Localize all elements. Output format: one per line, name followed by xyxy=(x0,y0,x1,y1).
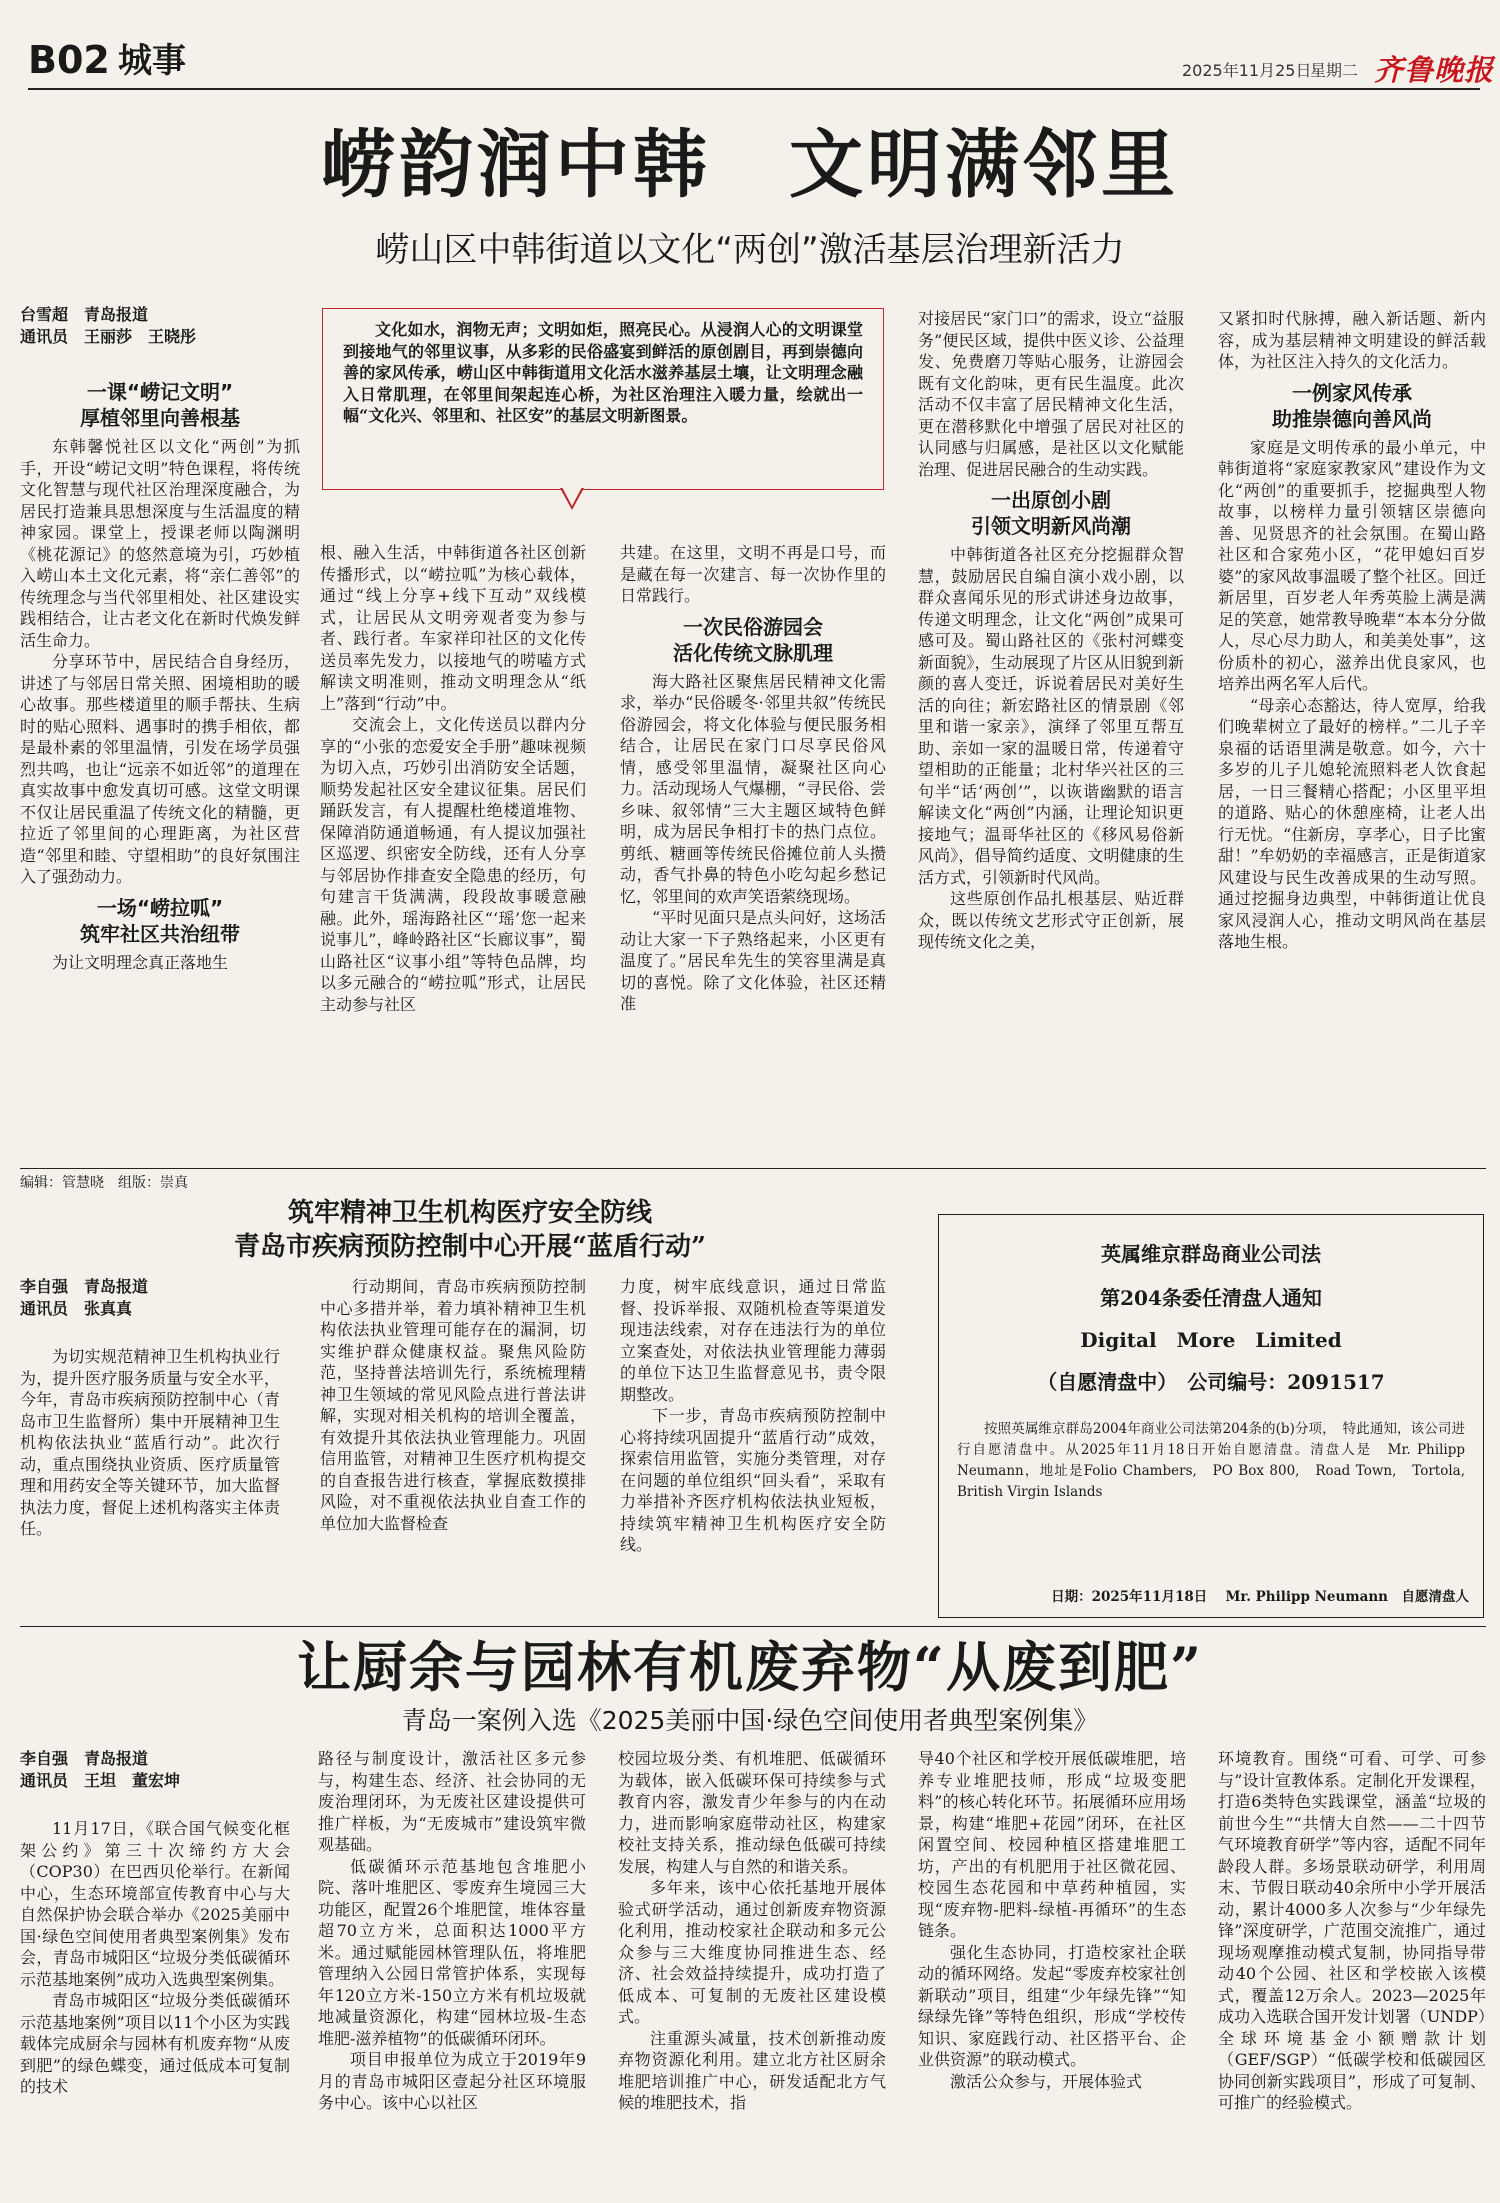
subheading: 一次民俗游园会 活化传统文脉肌理 xyxy=(673,614,833,665)
paragraph: 项目申报单位为成立于2019年9月的青岛市城阳区壹起分社区环境服务中心。该中心以社区 xyxy=(318,2050,586,2112)
paragraph: 下一步，青岛市疾病预防控制中心将持续巩固提升“蓝盾行动”成效，探索信用监管，实施分类管理，对存在问题的单位组织“回头看”，采取有力举措补齐医疗机构依法执业短板，持续筑牢精神卫生机构医疗安全防线。 xyxy=(620,1406,886,1554)
article3-col4 xyxy=(918,1748,1186,2198)
paragraph: 这些原创作品扎根基层、贴近群众，既以传统文艺形式守正创新，展现传统文化之美， xyxy=(918,889,1184,951)
paragraph: 青岛市城阳区“垃圾分类低碳循环示范基地案例”项目以11个小区为实践载体完成厨余与园林有机废弃物“从废到肥”的绿色蝶变，通过低成本可复制的技术 xyxy=(20,1991,290,2096)
paragraph: 校园垃圾分类、有机堆肥、低碳循环为载体，嵌入低碳环保可持续参与式教育内容，激发青少年参与的内在动力，进而影响家庭带动社区，构建家校社支持关系，推动绿色低碳可持续发展，构建人与自然的和谐关系。 xyxy=(618,1749,886,1876)
article3-col2 xyxy=(318,1748,586,2198)
byline-correspondent: 通讯员 王丽莎 王晓彤 xyxy=(20,327,197,346)
paragraph: 低碳循环示范基地包含堆肥小院、落叶堆肥区、零废弃生境园三大功能区，配置26个堆肥筐，堆体容量超70立方米，总面积达1000平方米。通过赋能园林管理队伍，将堆肥管理纳入公园日常管护体系，实现每年120立方米-150立方米有机垃圾就地减量资源化，构建“园林垃圾-生态堆肥-滋养植物”的低碳循环闭环。 xyxy=(318,1856,586,2048)
article2-col3 xyxy=(620,1276,886,1616)
article1-col1 xyxy=(20,372,300,1158)
paragraph: 家庭是文明传承的最小单元，中韩街道将“家庭家教家风”建设作为文化“两创”的重要抓手，挖掘典型人物故事，以榜样力量引领辖区崇德向善、见贤思齐的社会氛围。在蜀山路社区和合家苑小区，“花甲媳妇百岁婆”的家风故事温暖了整个社区。回迁新居里，百岁老人年秀英脸上满是满足的笑意，她常教导晚辈“本本分分做人，尽心尽力助人，和美美处事”，这份质朴的初心，滋养出优良家风，也培养出两名军人后代。 xyxy=(1218,437,1486,693)
issue-weekday: 星期二 xyxy=(1310,61,1359,80)
notice-title-1: 英属维京群岛商业公司法 xyxy=(1101,1242,1321,1266)
paragraph: 导40个社区和学校开展低碳堆肥，培养专业堆肥技师，形成“垃圾变肥料”的核心转化环节。拓展循环应用场景，构建“堆肥+花园”闭环，在社区闲置空间、校园种植区搭建堆肥工坊，产出的有机肥用于社区微花园、校园生态花园和中草药种植园，实现“废弃物-肥料-绿植-再循环”的生态链条。 xyxy=(918,1749,1186,1940)
byline-reporter: 台雪超 青岛报道 xyxy=(20,305,149,324)
paragraph: 注重源头减量，技术创新推动废弃物资源化利用。建立北方社区厨余堆肥培训推广中心，研发适配北方气候的堆肥技术，指 xyxy=(618,2028,886,2112)
article1-col3 xyxy=(620,542,886,1158)
article1-col2 xyxy=(320,542,586,1158)
article3-col3 xyxy=(618,1748,886,2198)
article1-col5 xyxy=(1218,308,1486,1158)
article3-subtitle: 青岛一案例入选《2025美丽中国·绿色空间使用者典型案例集》 xyxy=(401,1706,1099,1735)
article3-title: 让厨余与园林有机废弃物“从废到肥” xyxy=(296,1635,1204,1699)
paragraph: 为切实规范精神卫生机构执业行为，提升医疗服务质量与安全水平，今年，青岛市疾病预防控制中心（青岛市卫生监督所）集中开展精神卫生机构依法执业“蓝盾行动”。此次行动，重点围绕执业资质、医疗质量管理和用药安全等关键环节，加大监督执法力度，督促上述机构落实主体责任。 xyxy=(20,1347,280,1538)
paragraph: “母亲心态豁达，待人宽厚，给我们晚辈树立了最好的榜样。”二儿子辛泉福的话语里满是敬意。如今，六十多岁的儿子儿媳轮流照料老人饮食起居，一日三餐精心搭配；小区里平坦的道路、贴心的休憩座椅，让老人出行无忧。“住新房，享孝心，日子比蜜甜！”牟奶奶的幸福感言，正是街道家风建设与民生改善成果的生动写照。通过挖掘身边典型，中韩街道让优良家风浸润人心，推动文明风尚在基层落地生根。 xyxy=(1218,695,1486,951)
byline-reporter: 李自强 青岛报道 xyxy=(20,1749,149,1768)
article1-title: 崂韵润中韩 文明满邻里 xyxy=(321,122,1179,208)
article2-col1 xyxy=(20,1346,280,1616)
paragraph: 根、融入生活，中韩街道各社区创新传播形式，以“崂拉呱”为核心载体，通过“线上分享+线下互动”双线模式，让居民从文明旁观者变为参与者、践行者。车家祥印社区的文化传送员率先发力，以接地气的唠嗑方式解读文明准则，推动文明理念从“纸上”落到“行动”中。 xyxy=(320,543,586,713)
notice-company: Digital More Limited xyxy=(1080,1328,1342,1352)
paragraph: 路径与制度设计，激活社区多元参与，构建生态、经济、社会协同的无废治理闭环，为无废社区建设提供可推广样板，为“无废城市”建设筑牢微观基础。 xyxy=(318,1749,586,1854)
subheading: 一出原创小剧 引领文明新风尚潮 xyxy=(971,488,1131,538)
paragraph: 交流会上，文化传送员以群内分享的“小张的恋爱安全手册”趣味视频为切入点，巧妙引出消防安全话题，顺势发起社区安全建议征集。居民们踊跃发言，有人提醒杜绝楼道堆物、保障消防通道畅通，有人提议加强社区巡逻、织密安全防线，还有人分享与邻居协作排查安全隐患的经历，句句建言干货满满，段段故事暖意融融。此外，瑶海路社区“‘瑶’您一起来说事儿”，峰岭路社区“长廊议事”，蜀山路社区“议事小组”等特色品牌，均以多元融合的“崂拉呱”形式，让居民主动参与社区 xyxy=(320,715,586,1014)
paragraph: 为让文明理念真正落地生 xyxy=(52,952,229,972)
paragraph: “平时见面只是点头问好，这场活动让大家一下子熟络起来，小区更有温度了。”居民牟先生的笑容里满是真切的喜悦。除了文化体验，社区还精准 xyxy=(620,908,886,1013)
subheading: 一场“崂拉呱” 筑牢社区共治纽带 xyxy=(80,895,240,946)
header-rule xyxy=(28,88,1480,90)
byline-correspondent: 通讯员 张真真 xyxy=(20,1299,133,1318)
article3-byline xyxy=(20,1748,280,1792)
paragraph: 分享环节中，居民结合自身经历，讲述了与邻居日常关照、困境相助的暖心故事。那些楼道里的顺手帮扶、生病时的贴心照料、遇事时的携手相依，都是最朴素的邻里温情，引发在场学员强烈共鸣，也让“远亲不如近邻”的道理在真实故事中愈发真切可感。这堂文明课不仅让居民重温了传统文化的精髓，更拉近了邻里间的心理距离，为社区营造“邻里和睦、守望相助”的良好氛围注入了强劲动力。 xyxy=(20,652,300,886)
section-name: 城事 xyxy=(118,41,186,81)
article2-title: 筑牢精神卫生机构医疗安全防线 xyxy=(287,1198,652,1228)
paragraph: 共建。在这里，文明不再是口号，而是藏在每一次建言、每一次协作里的日常践行。 xyxy=(620,543,886,605)
article2-byline xyxy=(20,1276,240,1320)
paragraph: 11月17日，《联合国气候变化框架公约》第三十次缔约方大会（COP30）在巴西贝伦举行。在新闻中心，生态环境部宣传教育中心与大自然保护协会联合举办《2025美丽中国·绿色空间使用者典型案例集》发布会，青岛市城阳区“垃圾分类低碳循环示范基地案例”成功入选典型案例集。 xyxy=(20,1819,290,1989)
newspaper-logo: 齐鲁晚报 xyxy=(1374,53,1495,87)
byline-correspondent: 通讯员 王坦 董宏坤 xyxy=(20,1771,181,1790)
article2-subtitle: 青岛市疾病预防控制中心开展“蓝盾行动” xyxy=(234,1232,706,1262)
paragraph: 激活公众参与，开展体验式 xyxy=(950,2071,1143,2091)
paragraph: 中韩街道各社区充分挖掘群众智慧，鼓励居民自编自演小戏小剧，以群众喜闻乐见的形式讲述身边故事，传递文明理念，让文化“两创”成果可感可及。蜀山路社区的《张村河蝶变新面貌》，生动展现了片区从旧貌到新颜的喜人变迁，诉说着居民对美好生活的向往；新宏路社区的情景剧《邻里和谐一家亲》，演绎了邻里互帮互助、亲如一家的温暖日常，传递着守望相助的正能量；北村华兴社区的三句半“话‘两创’”，以诙谐幽默的语言解读文化“两创”内涵，让理论知识更接地气；温哥华社区的《移风易俗新风尚》，倡导简约适度、文明健康的生活方式，引领新时代风尚。 xyxy=(918,545,1184,887)
byline-reporter: 李自强 青岛报道 xyxy=(20,1277,149,1296)
notice-body: 按照英属维京群岛2004年商业公司法第204条的(b)分项， 特此通知，该公司进行自愿清盘中。从2025年11月18日开始自愿清盘。清盘人是 Mr. Philipp Neumann，地址是Folio Chambers, PO Box 800, Road Town, Tortola, British Virgin Islands xyxy=(957,1421,1479,1500)
paragraph: 海大路社区聚焦居民精神文化需求，举办“民俗暖冬·邻里共叙”传统民俗游园会，将文化体验与便民服务相结合，让居民在家门口尽享民俗风情，感受邻里温情，凝聚社区向心力。活动现场人气爆棚，“寻民俗、尝乡味、叙邻情”三大主题区域特色鲜明，成为居民争相打卡的热门点位。剪纸、糖画等传统民俗摊位前人头攒动，香气扑鼻的特色小吃勾起乡愁记忆，邻里间的欢声笑语萦绕现场。 xyxy=(620,671,886,906)
article2-col2 xyxy=(320,1276,586,1616)
article1-byline xyxy=(20,304,320,348)
paragraph: 环境教育。围绕“可看、可学、可参与”设计宣教体系。定制化开发课程，打造6类特色实践课堂，涵盖“垃圾的前世今生”“共情大自然——二十四节气环境教育研学”等内容，适配不同年龄段人群。多场景联动研学，利用周末、节假日联动40余所中小学开展活动，累计4000多人次参与“少年绿先锋”深度研学，广范围交流推广，通过现场观摩推动模式复制，协同指导带动40个公园、社区和学校嵌入该模式，覆盖12万余人。2023—2025年成功入选联合国开发计划署（UNDP）全球环境基金小额赠款计划（GEF/SGP）“低碳学校和低碳园区协同创新实践项目”，形成了可复制、可推广的经验模式。 xyxy=(1218,1749,1486,2112)
paragraph: 又紧扣时代脉搏，融入新话题、新内容，成为基层精神文明建设的鲜活载体，为社区注入持久的文化活力。 xyxy=(1218,309,1486,371)
paragraph: 东韩馨悦社区以文化“两创”为抓手，开设“崂记文明”特色课程，将传统文化智慧与现代社区治理深度融合，为居民打造兼具思想深度与生活温度的精神家园。课堂上，授课老师以陶渊明《桃花源记》的悠然意境为引，巧妙植入崂山本土文化元素，将“亲仁善邻”的传统理念与当代邻里相处、社区建设实践相结合，让古老文化在新时代焕发鲜活生命力。 xyxy=(20,437,300,650)
paragraph: 对接居民“家门口”的需求，设立“益服务”便民区域，提供中医义诊、公益理发、免费磨刀等贴心服务，让游园会既有文化韵味，更有民生温度。此次活动不仅丰富了居民精神文化生活，更在潜移默化中增强了居民对社区的认同感与归属感，是社区以文化赋能治理、促进居民融合的生动实践。 xyxy=(918,309,1184,479)
article3-col1 xyxy=(20,1818,290,2198)
article1-bottom-rule xyxy=(20,1168,1486,1169)
notice-footer: 日期：2025年11月18日 Mr. Philipp Neumann 自愿清盘人 xyxy=(1051,1589,1469,1605)
article1-lead-box xyxy=(322,308,884,490)
legal-notice xyxy=(938,1214,1484,1618)
lead-box-pointer-inner xyxy=(562,487,582,506)
paragraph: 多年来，该中心依托基地开展体验式研学活动，通过创新废弃物资源化利用，推动校家社企联动和多元公众参与三大维度协同推进生态、经济、社会效益持续提升，成功打造了低成本、可复制的无废社区建设模式。 xyxy=(618,1878,886,2026)
article1-lead: 文化如水，润物无声；文明如炬，照亮民心。从浸润人心的文明课堂到接地气的邻里议事，从多彩的民俗盛宴到鲜活的原创剧目，再到崇德向善的家风传承，崂山区中韩街道用文化活水滋养基层土壤，让文明理念融入日常肌理，在邻里间架起连心桥，为社区治理注入暖力量，绘就出一幅“文化兴、邻里和、社区安”的基层文明新图景。 xyxy=(343,320,863,425)
article2-bottom-rule xyxy=(20,1626,1486,1627)
article1-col4 xyxy=(918,308,1184,1158)
notice-company-no: （自愿清盘中） 公司编号：2091517 xyxy=(1037,1370,1385,1394)
article1-subtitle: 崂山区中韩街道以文化“两创”激活基层治理新活力 xyxy=(375,230,1125,270)
page-number: B02 xyxy=(28,38,110,82)
subheading: 一课“崂记文明” 厚植邻里向善根基 xyxy=(80,380,240,430)
paragraph: 行动期间，青岛市疾病预防控制中心多措并举，着力填补精神卫生机构依法执业管理可能存在的漏洞，切实维护群众健康权益。聚焦风险防范，坚持普法培训先行，系统梳理精神卫生领域的常见风险点进行普法讲解，实现对相关机构的培训全覆盖，有效提升其依法执业管理能力。巩固信用监管，对精神卫生医疗机构提交的自查报告进行核查，掌握底数摸排风险，对不重视依法执业自查工作的单位加大监督检查 xyxy=(320,1277,586,1533)
editor-credit: 编辑：管慧晓 组版：崇真 xyxy=(20,1175,188,1191)
issue-date: 2025年11月25日 xyxy=(1182,61,1312,80)
subheading: 一例家风传承 助推崇德向善风尚 xyxy=(1272,380,1432,431)
article3-col5 xyxy=(1218,1748,1486,2198)
paragraph: 力度，树牢底线意识，通过日常监督、投诉举报、双随机检查等渠道发现违法线索，对存在违法行为的单位立案查处，对依法执业管理能力薄弱的单位下达卫生监督意见书，责令限期整改。 xyxy=(620,1277,886,1404)
notice-title-2: 第204条委任清盘人通知 xyxy=(1100,1286,1322,1310)
paragraph: 强化生态协同，打造校家社企联动的循环网络。发起“零废弃校家社创新联动”项目，组建“少年绿先锋”“知绿绿先锋”等特色组织，形成“学校传知识、家庭践行动、社区搭平台、企业供资源”的联动模式。 xyxy=(918,1942,1186,2069)
